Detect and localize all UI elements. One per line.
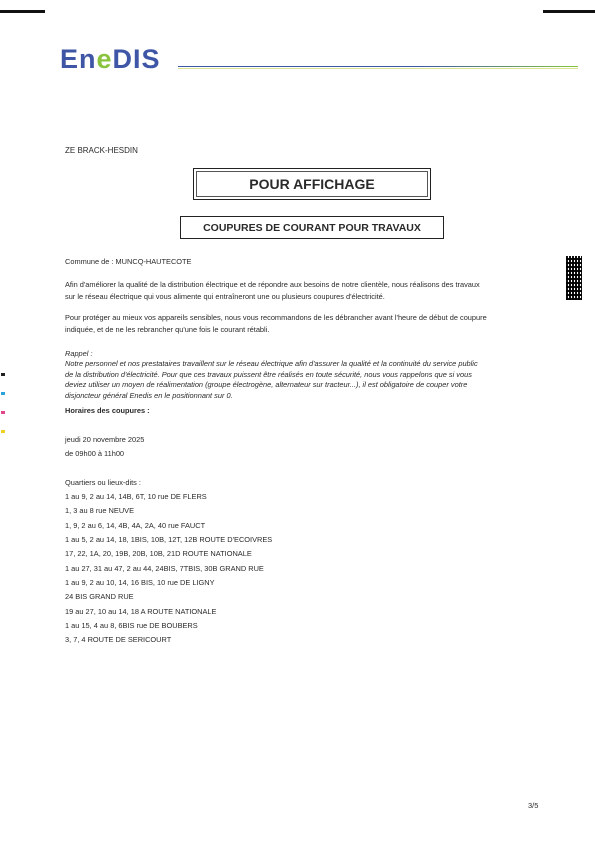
scan-edge-right <box>543 10 595 13</box>
intro-line: Afin d'améliorer la qualité de la distribution électrique et de répondre aux besoins de notre clientèle, nous réalisons des travaux <box>65 280 480 289</box>
page-subtitle: COUPURES DE COURANT POUR TRAVAUX <box>203 221 421 234</box>
quartier-item: 19 au 27, 10 au 14, 18 A ROUTE NATIONALE <box>65 607 217 616</box>
quartier-item: 24 BIS GRAND RUE <box>65 592 134 601</box>
rappel-line: deviez utiliser un moyen de réalimentation (groupe électrogène, alternateur sur tracteur...), il est obligatoire de couper votre <box>65 380 468 389</box>
page-number: 3/5 <box>528 801 539 810</box>
scan-edge-left <box>0 10 45 13</box>
rappel-line: Notre personnel et nos prestataires travaillent sur le réseau électrique afin d'assurer la qualité et la continuité du service public <box>65 359 478 368</box>
enedis-logo: EneDIS <box>60 44 161 74</box>
rappel-line: de la distribution d'électricité. Pour que ces travaux puissent être réalisés en toute sécurité, nous vous rappelons que si vous <box>65 370 472 379</box>
print-mark-black <box>1 373 5 376</box>
subtitle-box <box>180 216 444 239</box>
quartier-item: 3, 7, 4 ROUTE DE SERICOURT <box>65 635 172 644</box>
quartier-item: 17, 22, 1A, 20, 19B, 20B, 10B, 21D ROUTE NATIONALE <box>65 549 252 558</box>
advice-line: Pour protéger au mieux vos appareils sensibles, nous vous recommandons de les débrancher avant l'heure de début de coupure <box>65 313 487 322</box>
reference-code: ZE BRACK-HESDIN <box>65 146 138 155</box>
horaires-title: Horaires des coupures : <box>65 406 150 415</box>
quartier-item: 1 au 27, 31 au 47, 2 au 44, 24BIS, 7TBIS, 30B GRAND RUE <box>65 564 264 573</box>
title-box <box>193 168 431 200</box>
quartier-item: 1, 3 au 8 rue NEUVE <box>65 506 135 515</box>
page-title: POUR AFFICHAGE <box>249 176 375 192</box>
intro-line: sur le réseau électrique qui vous alimente qui entraîneront une ou plusieurs coupures d'électricité. <box>65 292 385 301</box>
rappel-line: disjoncteur général Enedis en le positionnant sur 0. <box>65 391 233 400</box>
advice-line: indiquée, et de ne les rebrancher qu'une fois le courant rétabli. <box>65 325 270 334</box>
quartier-item: 1 au 9, 2 au 14, 14B, 6T, 10 rue DE FLERS <box>65 492 207 501</box>
print-mark-magenta <box>1 411 5 414</box>
outage-time: de 09h00 à 11h00 <box>65 449 125 458</box>
commune-label: Commune de : MUNCQ-HAUTECOTE <box>65 257 192 266</box>
outage-date: jeudi 20 novembre 2025 <box>65 435 145 444</box>
logo-underline <box>178 66 578 67</box>
print-mark-cyan <box>1 392 5 395</box>
logo-underline-accent <box>178 68 578 69</box>
quartier-item: 1 au 5, 2 au 14, 18, 1BIS, 10B, 12T, 12B ROUTE D'ECOIVRES <box>65 535 273 544</box>
quartiers-title: Quartiers ou lieux-dits : <box>65 478 141 487</box>
quartier-item: 1 au 9, 2 au 10, 14, 16 BIS, 10 rue DE LIGNY <box>65 578 215 587</box>
quartier-item: 1 au 15, 4 au 8, 6BIS rue DE BOUBERS <box>65 621 198 630</box>
qr-code <box>566 256 582 300</box>
rappel-title: Rappel : <box>65 349 93 358</box>
quartier-item: 1, 9, 2 au 6, 14, 4B, 4A, 2A, 40 rue FAUCT <box>65 521 206 530</box>
print-mark-yellow <box>1 430 5 433</box>
